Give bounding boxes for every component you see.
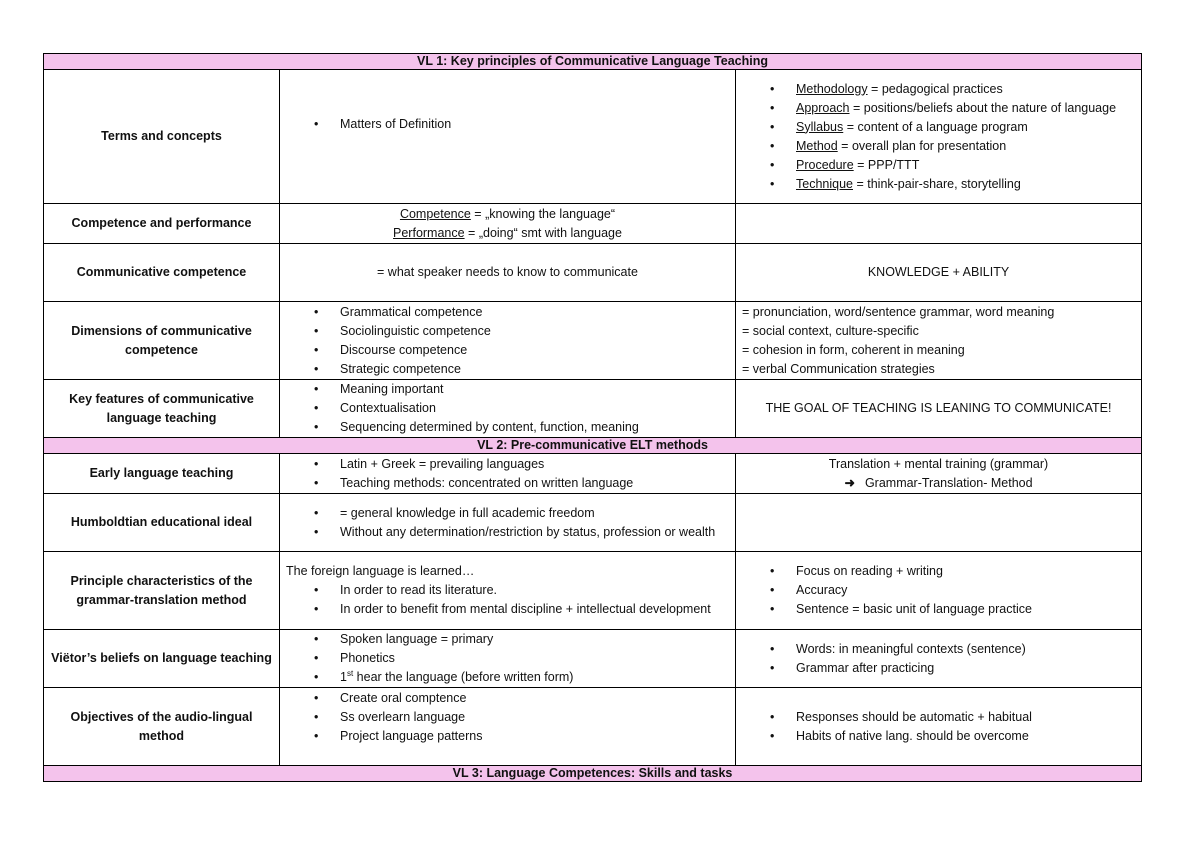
- list-item: • Words: in meaningful contexts (sentence): [742, 640, 1135, 659]
- list-item: • Phonetics: [286, 649, 729, 668]
- row-middle: [280, 380, 736, 438]
- list-item: • Sociolinguistic competence: [286, 322, 729, 341]
- row-middle: [280, 630, 736, 688]
- term: Method: [796, 138, 838, 153]
- list-item: • Without any determination/restriction by status, profession or wealth: [286, 523, 729, 542]
- term: Methodology: [796, 81, 868, 96]
- table-row: [44, 380, 1142, 438]
- term: Competence: [399, 206, 471, 221]
- section-header-vl1: VL 1: Key principles of Communicative Language Teaching: [44, 54, 1142, 70]
- list-item: • Latin + Greek = prevailing languages: [286, 455, 729, 474]
- row-right: [736, 688, 1142, 766]
- list-item: [742, 99, 1135, 118]
- term: Performance: [393, 225, 465, 240]
- definition: = content of a language program: [843, 119, 1028, 134]
- row-right: KNOWLEDGE + ABILITY: [736, 244, 1142, 302]
- row-middle: = what speaker needs to know to communicate: [280, 244, 736, 302]
- table-row: [44, 70, 1142, 204]
- row-middle: [280, 302, 736, 380]
- definition: = positions/beliefs about the nature of language: [849, 100, 1117, 115]
- table-row: [44, 552, 1142, 630]
- text-rest: hear the language (before written form): [353, 670, 574, 684]
- list-item: • Meaning important: [286, 380, 729, 399]
- definition: = PPP/TTT: [853, 157, 920, 172]
- table-row: [44, 454, 1142, 494]
- list-item: [742, 175, 1135, 194]
- term: Procedure: [796, 157, 854, 172]
- list-item: • Habits of native lang. should be overcome: [742, 727, 1135, 746]
- list-item: • Ss overlearn language: [286, 708, 729, 727]
- list-item: • Project language patterns: [286, 727, 729, 746]
- row-middle: [280, 688, 736, 766]
- intro-text: The foreign language is learned…: [286, 564, 475, 578]
- list-item: • In order to read its literature.: [286, 581, 729, 600]
- list-item: • Accuracy: [742, 581, 1135, 600]
- list-item: • Matters of Definition: [286, 115, 729, 134]
- text-line: = social context, culture-specific: [742, 323, 919, 338]
- definition: = overall plan for presentation: [837, 138, 1007, 153]
- table-row: [44, 494, 1142, 552]
- row-right: [736, 454, 1142, 494]
- list-item: • Strategic competence: [286, 360, 729, 379]
- section-header-vl2: VL 2: Pre-communicative ELT methods: [44, 438, 1142, 454]
- table-row: [44, 688, 1142, 766]
- row-right: [736, 204, 1142, 244]
- row-label: Dimensions of communicative competence: [44, 302, 280, 380]
- row-right: [736, 70, 1142, 204]
- table-row: [44, 204, 1142, 244]
- row-middle: [280, 552, 736, 630]
- term: Syllabus: [796, 119, 844, 134]
- row-label: Principle characteristics of the grammar-translation method: [44, 552, 280, 630]
- definition: = pedagogical practices: [867, 81, 1003, 96]
- list-item: • Sequencing determined by content, function, meaning: [286, 418, 729, 437]
- table-row: [44, 244, 1142, 302]
- definition: = „knowing the language“: [470, 206, 616, 221]
- list-item: • Sentence = basic unit of language practice: [742, 600, 1135, 619]
- definition: = think-pair-share, storytelling: [853, 176, 1021, 191]
- list-item: • = general knowledge in full academic freedom: [286, 504, 729, 523]
- row-label: Key features of communicative language teaching: [44, 380, 280, 438]
- text-line: = verbal Communication strategies: [742, 361, 935, 376]
- row-label: Objectives of the audio-lingual method: [44, 688, 280, 766]
- list-item: • Responses should be automatic + habitual: [742, 708, 1135, 727]
- row-middle: [280, 204, 736, 244]
- list-item: • Teaching methods: concentrated on written language: [286, 474, 729, 493]
- list-item: • Contextualisation: [286, 399, 729, 418]
- notes-table: [43, 53, 1142, 782]
- text-line: Grammar-Translation- Method: [864, 475, 1033, 490]
- row-right: THE GOAL OF TEACHING IS LEANING TO COMMUNICATE!: [736, 380, 1142, 438]
- list-item: [742, 137, 1135, 156]
- row-right: [736, 552, 1142, 630]
- text-line: = pronunciation, word/sentence grammar, word meaning: [742, 304, 1055, 319]
- row-label: Humboldtian educational ideal: [44, 494, 280, 552]
- row-middle: [280, 70, 736, 204]
- list-item: • In order to benefit from mental discipline + intellectual development: [286, 600, 729, 619]
- section-header-vl3: VL 3: Language Competences: Skills and tasks: [44, 766, 1142, 782]
- list-item: [742, 118, 1135, 137]
- term: Technique: [796, 176, 853, 191]
- ordinal-suffix: st: [346, 668, 354, 678]
- list-item: • Grammar after practicing: [742, 659, 1135, 678]
- row-middle: [280, 454, 736, 494]
- text-line: = cohesion in form, coherent in meaning: [742, 342, 965, 357]
- list-item: • Focus on reading + writing: [742, 562, 1135, 581]
- list-item: • Create oral comptence: [286, 689, 729, 708]
- table-row: [44, 302, 1142, 380]
- row-label: Competence and performance: [44, 204, 280, 244]
- term: Approach: [796, 100, 850, 115]
- list-item: • Spoken language = primary: [286, 630, 729, 649]
- ordinal-number: 1: [340, 670, 347, 684]
- list-item: [286, 668, 729, 687]
- row-middle: [280, 494, 736, 552]
- text-line: Translation + mental training (grammar): [828, 456, 1049, 471]
- row-right: [736, 630, 1142, 688]
- definition: = „doing“ smt with language: [464, 225, 622, 240]
- row-label: Viëtor’s beliefs on language teaching: [44, 630, 280, 688]
- list-item: [742, 156, 1135, 175]
- row-label: Early language teaching: [44, 454, 280, 494]
- list-item: [742, 80, 1135, 99]
- list-item: • Grammatical competence: [286, 303, 729, 322]
- row-label: Terms and concepts: [44, 70, 280, 204]
- row-right: [736, 494, 1142, 552]
- list-item: • Discourse competence: [286, 341, 729, 360]
- row-label: Communicative competence: [44, 244, 280, 302]
- arrow-right-icon: ➜: [844, 475, 855, 490]
- table-row: [44, 630, 1142, 688]
- row-right: [736, 302, 1142, 380]
